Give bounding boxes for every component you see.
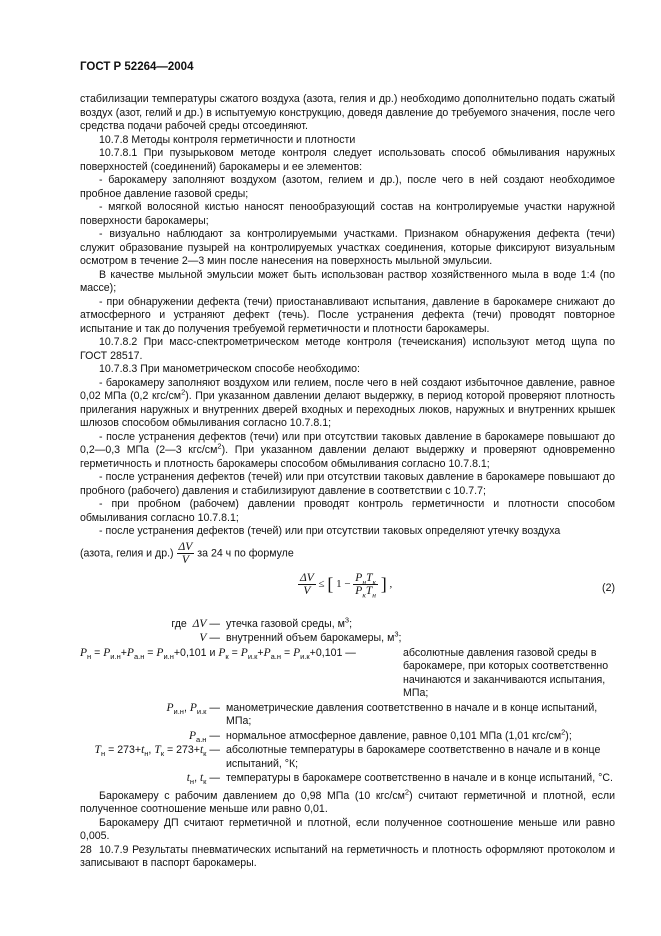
definition-row: $T_н = 273+t_н$, $T_к = 273+t_к$ — абсолютные температуры в барокамере соответственно в начале и в конце испытаний, °К; [94, 744, 601, 770]
formula-2 [80, 572, 615, 612]
definition-row: $P_{а.н}$ — нормальное атмосферное давление, равное 0,101 МПа (1,01 кгс/$см^2$); [189, 726, 572, 744]
formula-number: (2) [602, 581, 615, 594]
formula-expression: $\frac{\Delta V}{V}$ ≤ [ 1 − $\frac{P_нT_к}{P_кT_н}$ ] , [300, 571, 393, 599]
list-item: - после устранения дефектов (течей) или при отсутствии таковых определяют утечку воздуха [99, 525, 561, 537]
delta-v-over-v: $\frac{\Delta V}{V}$ [178, 540, 193, 566]
list-item: - после устранения дефектов (течи) или при отсутствии таковых давление в барокамере повышают до 0,2—0,3 МПа (2—3 кгс/$см^2$). При указанном давлении делают выдержку и проверяют одновременно герметичность и плотность барокамеры способом обмыливания согласно 10.7.8.1; [80, 430, 615, 470]
paragraph: стабилизации температуры сжатого воздуха (азота, гелия и др.) необходимо дополнительно подать сжатый воздух (азот, гелий и др.) в испытуемую конструкцию, доведя давление до требуемого значения, после чего средства подачи рабочей среды отсоединяют. [80, 93, 615, 132]
document-body [80, 93, 615, 871]
list-item: - при пробном (рабочем) давлении проводят контроль герметичности и плотности способом обмыливания согласно 10.7.8.1; [80, 498, 615, 524]
paragraph: Барокамеру ДП считают герметичной и плотной, если полученное соотношение меньше или равно 0,005. [80, 816, 615, 842]
document-header: ГОСТ Р 52264—2004 [80, 61, 194, 73]
definition-row: V — внутренний объем барокамеры, $м^3$; [199, 629, 402, 644]
page-number: 28 [80, 844, 92, 856]
list-item: - мягкой волосяной кистью наносят пенообразующий состав на контролируемые участки наружной поверхности барокамеры; [80, 201, 615, 227]
section-10-7-9: 10.7.9 Результаты пневматических испытаний на герметичность и плотность оформляют протоколом и записывают в паспорт барокамеры. [80, 843, 615, 869]
list-item: - визуально наблюдают за контролируемыми участками. Признаком обнаружения дефекта (течи) служит образование пузырей на контролируемых участках соединения, которые фиксируют визуальным осмотром в течение 2—3 мин после нанесения на поверхность мыльной эмульсии. [80, 228, 615, 267]
definitions [80, 614, 615, 787]
section-heading-10-7-8: 10.7.8 Методы контроля герметичности и плотности [99, 133, 356, 146]
paragraph: 10.7.8.3 При манометрическом способе необходимо: [99, 363, 360, 375]
paragraph: Барокамеру с рабочим давлением до 0,98 МПа (10 кгс/$см^2$) считают герметичной и плотной, если полученное соотношение меньше или равно 0,01. [80, 786, 615, 815]
list-item: - после устранения дефектов (течей) или при отсутствии таковых давление в барокамере повышают до пробного (рабочего) давления и стабилизируют давление в соответствии с 10.7.7; [80, 471, 615, 497]
definition-row: $t_н$, $t_к$ — температуры в барокамере соответственно в начале и в конце испытаний, °С. [186, 772, 613, 787]
paragraph: 10.7.8.2 При масс-спектрометрическом методе контроля (течеискания) используют метод щупа по ГОСТ 28517. [80, 336, 615, 362]
definition-row: $P_{и.н}$, $P_{и.к}$ — манометрические давления соответственно в начале и в конце испытаний, МПа; [166, 701, 598, 727]
list-item: - барокамеру заполняют воздухом или гелием, после чего в ней создают избыточное давление, равное 0,02 МПа (0,2 кгс/$см^2$). При указанном давлении делают выдержку, в период которой проверяют плотность прилегания наружных и внутренних дверей входных и переходных люков, наружных и внутренних крышек шлюзов способом обмыливания согласно 10.7.8.1; [80, 376, 615, 429]
definition-row: где ΔV — утечка газовой среды, $м^3$; [171, 614, 353, 630]
list-item: - барокамеру заполняют воздухом (азотом, гелием и др.), после чего в ней создают необходимое пробное давление газовой среды; [80, 174, 615, 200]
paragraph: (азота, гелия и др.) $\frac{\Delta V}{V}$ за 24 ч по формуле [80, 540, 294, 566]
paragraph: В качестве мыльной эмульсии может быть использован раствор хозяйственного мыла в воде 1:4 (по массе); [80, 268, 615, 294]
paragraph: 10.7.8.1 При пузырьковом методе контроля следует использовать способ обмыливания наружных поверхностей (соединений) барокамеры и ее элементов: [80, 147, 615, 173]
definition-row: $P_н = P_{и.н}+P_{а.н} = P_{и.н}+0,101$ и $P_к = P_{и.к}+P_{а.н} = P_{и.к}+0,101$ — абсолютные давления газовой среды в барокамере, при которых соответственно начинаются и заканчиваются испытания, МПа; [80, 646, 609, 699]
list-item: - при обнаружении дефекта (течи) приостанавливают испытания, давление в барокамере снижают до атмосферного и устраняют дефект (течь). После устранения дефекта (течи) проводят повторное испытание и так до получения требуемой герметичности и плотности барокамеры. [80, 295, 615, 335]
